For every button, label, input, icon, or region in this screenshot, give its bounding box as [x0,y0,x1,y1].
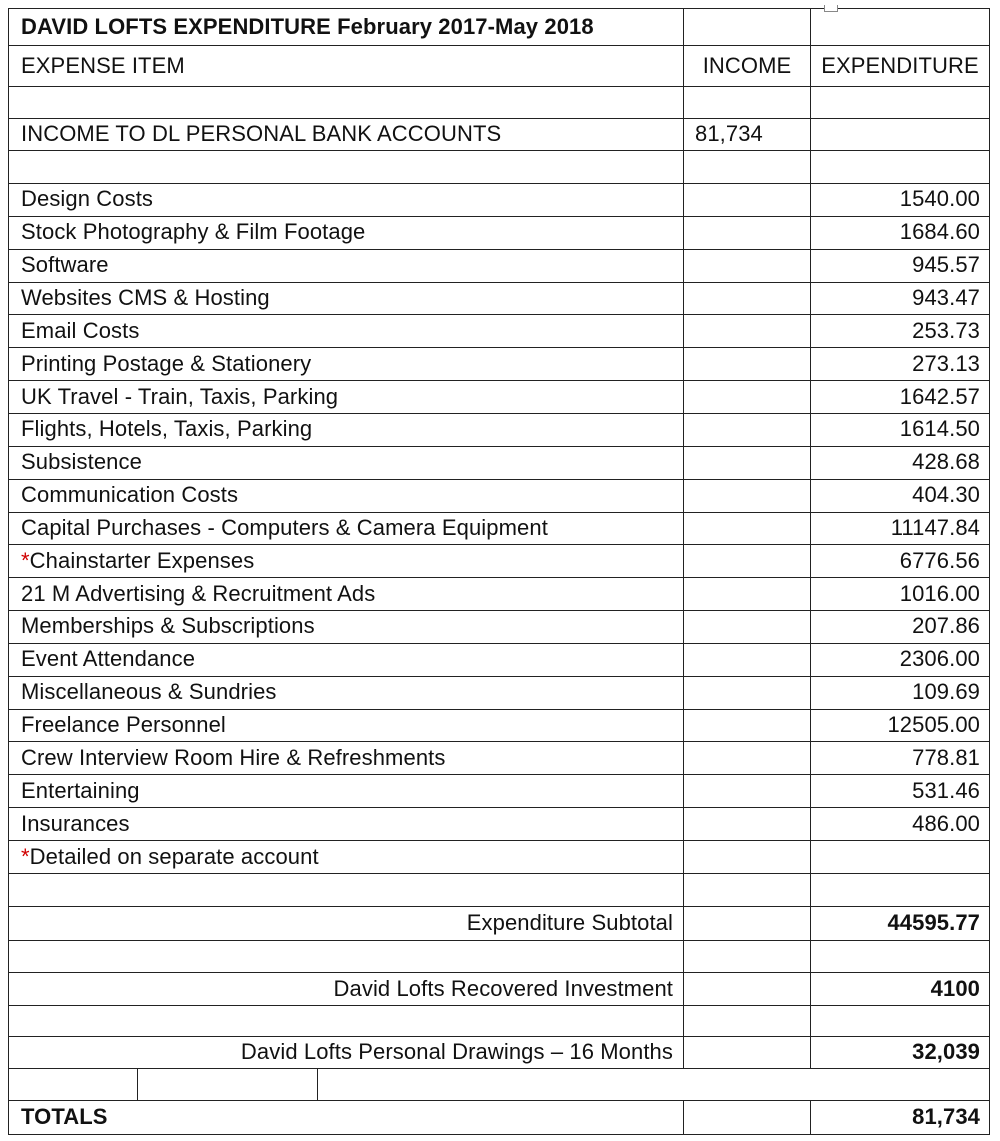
expense-item-label [21,512,681,545]
column-divider [317,1068,318,1100]
row-divider [9,86,989,87]
expense-item-label [21,709,681,742]
expense-item-value: 404.30 [912,482,980,508]
expense-item-value: 428.68 [912,449,980,475]
expense-item-label [21,282,681,315]
personal-drawings-label: David Lofts Personal Drawings – 16 Months [240,1039,673,1064]
expense-item-value: 1540.00 [899,186,980,212]
expense-item-value: 253.73 [912,317,980,343]
expense-item-value: 1016.00 [899,580,980,606]
recovered-investment-label: David Lofts Recovered Investment [333,975,673,1001]
expense-item-value: 486.00 [912,810,980,836]
row-divider [9,150,989,151]
page-title: DAVID LOFTS EXPENDITURE February 2017-May 2018 [21,14,594,39]
expense-item-label [21,577,681,610]
expense-item-text: Crew Interview Room Hire & Refreshments [21,744,446,770]
row-divider [9,1005,989,1006]
expense-item-text: Subsistence [21,449,142,475]
expense-item-label [21,610,681,643]
column-divider [137,1068,138,1100]
expense-item-label [21,183,681,216]
expense-item-value: 531.46 [912,777,980,803]
expense-item-value: 109.69 [912,679,980,705]
expense-item-value: 1642.57 [899,383,980,409]
row-divider [9,940,989,941]
footnote [21,840,681,873]
column-divider [810,9,811,1068]
expense-item-label [21,676,681,709]
expense-item-text: Capital Purchases - Computers & Camera Equipment [21,514,548,540]
totals-value: 81,734 [912,1104,980,1129]
row-divider [9,873,989,874]
expense-item-value: 12505.00 [887,712,980,738]
expense-item-label [21,446,681,479]
expense-item-value: 207.86 [912,613,980,639]
expense-item-text: Chainstarter Expenses [29,547,255,573]
cell-handle-icon [824,5,838,12]
row-divider [9,1068,989,1069]
expense-item-label [21,774,681,807]
subtotal-label: Expenditure Subtotal [466,910,673,935]
expense-item-text: Event Attendance [21,646,196,672]
expense-item-text: Entertaining [21,777,140,803]
expense-item-label [21,347,681,380]
asterisk-mark: * [21,843,30,869]
expense-item-text: Email Costs [21,317,140,343]
expense-item-text: Freelance Personnel [21,712,226,738]
header-expense-item: EXPENSE ITEM [21,52,185,78]
expenditure-table [8,8,990,1135]
recovered-investment-value: 4100 [930,975,980,1001]
expense-item-value: 943.47 [912,284,980,310]
expense-item-text: Flights, Hotels, Taxis, Parking [21,416,313,442]
expense-item-text: Printing Postage & Stationery [21,350,312,376]
expense-item-value: 1614.50 [899,416,980,442]
expense-item-text: Software [21,252,109,278]
expense-item-value: 273.13 [912,350,980,376]
header-income: INCOME [702,52,792,78]
expense-item-value: 2306.00 [899,646,980,672]
expense-item-label [21,380,681,413]
expense-item-text: 21 M Advertising & Recruitment Ads [21,580,376,606]
expense-item-text: Stock Photography & Film Footage [21,219,366,245]
footnote-text: Detailed on separate account [29,843,319,869]
expense-item-text: Miscellaneous & Sundries [21,679,277,705]
expense-item-value: 778.81 [912,744,980,770]
column-divider [810,1100,811,1134]
expense-item-label [21,413,681,446]
expense-item-value: 945.57 [912,252,980,278]
expense-item-text: Insurances [21,810,130,836]
asterisk-mark: * [21,547,30,573]
expense-item-label [21,249,681,282]
column-divider [683,9,684,1068]
expense-item-text: UK Travel - Train, Taxis, Parking [21,383,339,409]
column-divider [683,1100,684,1134]
expense-item-text: Design Costs [21,186,154,212]
expense-item-text: Memberships & Subscriptions [21,613,315,639]
expense-item-label [21,216,681,249]
header-expenditure: EXPENDITURE [821,52,979,78]
personal-drawings-value: 32,039 [912,1039,980,1064]
totals-label: TOTALS [21,1104,108,1129]
expense-item-label [21,741,681,774]
expense-item-label [21,479,681,512]
subtotal-value: 44595.77 [887,910,980,935]
expense-item-label [21,314,681,347]
income-row-value: 81,734 [695,121,763,146]
expense-item-label [21,807,681,840]
expense-item-label [21,643,681,676]
expense-item-text: Websites CMS & Hosting [21,284,270,310]
expense-item-value: 1684.60 [899,219,980,245]
expense-item-text: Communication Costs [21,482,239,508]
income-row-label: INCOME TO DL PERSONAL BANK ACCOUNTS [21,121,502,146]
expense-item-label [21,544,681,577]
expense-item-value: 6776.56 [899,547,980,573]
expense-item-value: 11147.84 [890,514,980,540]
